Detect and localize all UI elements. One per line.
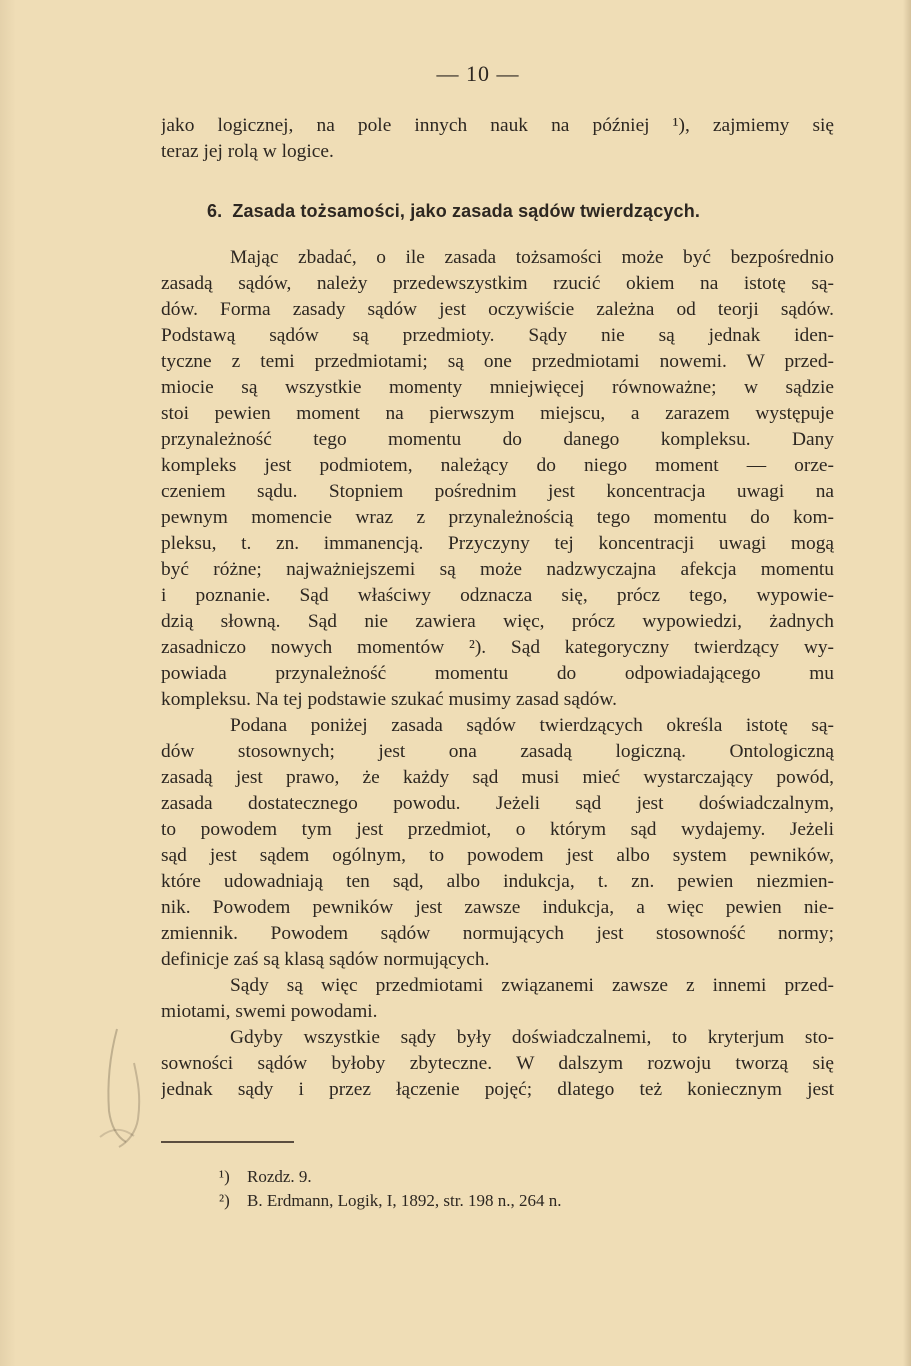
- paragraph-line: Podstawą sądów są przedmioty. Sądy nie są jednak iden-: [161, 325, 834, 346]
- paragraph-line: definicje zaś są klasą sądów normujących.: [161, 949, 490, 970]
- paragraph-line: zasadniczo nowych momentów ²). Sąd kategoryczny twierdzący wy-: [161, 637, 834, 658]
- paragraph-line: dów. Forma zasady sądów jest oczywiście zależna od teorji sądów.: [161, 299, 834, 320]
- footnote-mark: ¹): [219, 1167, 230, 1186]
- pencil-margin-mark: [92, 1025, 164, 1155]
- paragraph-line: Sądy są więc przedmiotami związanemi zawsze z innemi przed-: [230, 975, 834, 996]
- paragraph-line: dów stosownych; jest ona zasadą logiczną. Ontologiczną: [161, 741, 834, 762]
- paragraph-line: powiada przynależność momentu do odpowiadającego mu: [161, 663, 834, 684]
- paragraph-line: pleksu, t. zn. immanencją. Przyczyny tej koncentracji uwagi mogą: [161, 533, 834, 554]
- paragraph-line: Mając zbadać, o ile zasada tożsamości może być bezpośrednio: [230, 247, 834, 268]
- paragraph-line: zasadą jest prawo, że każdy sąd musi mieć wystarczający powód,: [161, 767, 834, 788]
- paragraph-line: kompleksu. Na tej podstawie szukać musimy zasad sądów.: [161, 689, 617, 710]
- footnote-text: Rozdz. 9.: [247, 1167, 312, 1186]
- section-number: 6.: [207, 201, 223, 221]
- paragraph-line: i poznanie. Sąd właściwy odznacza się, prócz tego, wypowie-: [161, 585, 834, 606]
- paragraph-line: sowności sądów byłoby zbyteczne. W dalszym rozwoju tworzą się: [161, 1053, 834, 1074]
- footnote-text: B. Erdmann, Logik, I, 1892, str. 198 n., 264 n.: [247, 1191, 562, 1210]
- paragraph-line: sąd jest sądem ogólnym, to powodem jest albo system pewników,: [161, 845, 834, 866]
- section-heading: [207, 198, 797, 224]
- page-right-shadow: [903, 0, 911, 1366]
- footnote-separator: [161, 1141, 294, 1143]
- paragraph-line: Podana poniżej zasada sądów twierdzących określa istotę są-: [230, 715, 834, 736]
- paragraph-line: zmiennik. Powodem sądów normujących jest stosowność normy;: [161, 923, 834, 944]
- paragraph-line: tyczne z temi przedmiotami; są one przedmiotami nowemi. W przed-: [161, 351, 834, 372]
- footnote-mark: ²): [219, 1191, 230, 1210]
- text-line: jako logicznej, na pole innych nauk na później ¹), zajmiemy się: [161, 115, 834, 136]
- footnote: [219, 1166, 679, 1188]
- paragraph-line: stoi pewien moment na pierwszym miejscu, a zarazem występuje: [161, 403, 834, 424]
- paragraph-line: przynależność tego momentu do danego kompleksu. Dany: [161, 429, 834, 450]
- paragraph-line: Gdyby wszystkie sądy były doświadczalnemi, to kryterjum sto-: [230, 1027, 834, 1048]
- paragraph-line: jednak sądy i przez łączenie pojęć; dlatego też koniecznym jest: [161, 1079, 834, 1100]
- paragraph-line: zasada dostatecznego powodu. Jeżeli sąd jest doświadczalnym,: [161, 793, 834, 814]
- paragraph-line: kompleks jest podmiotem, należący do niego moment — orze-: [161, 455, 834, 476]
- paragraph-line: nik. Powodem pewników jest zawsze indukcja, a więc pewien nie-: [161, 897, 834, 918]
- paragraph-line: które udowadniają ten sąd, albo indukcja, t. zn. pewien niezmien-: [161, 871, 834, 892]
- paragraph-line: miocie są wszystkie momenty mniejwięcej równoważne; w sądzie: [161, 377, 834, 398]
- paragraph-line: być różne; najważniejszemi są może nadzwyczajna afekcja momentu: [161, 559, 834, 580]
- section-title: Zasada tożsamości, jako zasada sądów twierdzących.: [232, 201, 700, 221]
- page-left-shadow: [0, 0, 16, 1366]
- paragraph-line: pewnym momencie wraz z przynależnością tego momentu do kom-: [161, 507, 834, 528]
- page-number: — 10 —: [436, 61, 520, 86]
- text-line: teraz jej rolą w logice.: [161, 141, 334, 162]
- paragraph-line: miotami, swemi powodami.: [161, 1001, 378, 1022]
- paragraph-line: czeniem sądu. Stopniem pośrednim jest koncentracja uwagi na: [161, 481, 834, 502]
- paragraph-line: zasadą sądów, należy przedewszystkim rzucić okiem na istotę są-: [161, 273, 834, 294]
- paragraph-line: to powodem tym jest przedmiot, o którym sąd wydajemy. Jeżeli: [161, 819, 834, 840]
- paragraph-line: dzią słowną. Sąd nie zawiera więc, prócz wypowiedzi, żadnych: [161, 611, 834, 632]
- footnote: [219, 1190, 679, 1212]
